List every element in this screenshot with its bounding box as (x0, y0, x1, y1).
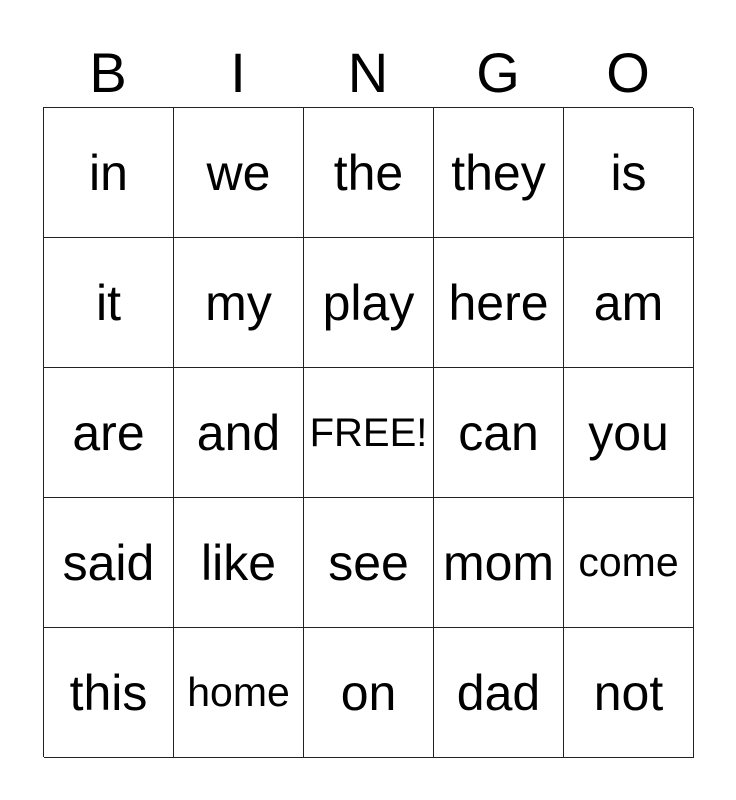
bingo-cell[interactable]: like (174, 498, 304, 628)
bingo-cell[interactable]: is (564, 108, 694, 238)
bingo-cell[interactable]: not (564, 628, 694, 758)
bingo-header (43, 38, 693, 108)
bingo-cell[interactable]: come (564, 498, 694, 628)
bingo-cell[interactable]: this (44, 628, 174, 758)
bingo-cell[interactable]: play (304, 238, 434, 368)
bingo-cell[interactable]: can (434, 368, 564, 498)
free-space-cell[interactable]: FREE! (304, 368, 434, 498)
bingo-cell[interactable]: you (564, 368, 694, 498)
bingo-board (43, 107, 693, 757)
bingo-cell[interactable]: and (174, 368, 304, 498)
bingo-cell[interactable]: on (304, 628, 434, 758)
header-letter-g: G (476, 41, 520, 104)
bingo-cell[interactable]: it (44, 238, 174, 368)
bingo-cell[interactable]: mom (434, 498, 564, 628)
bingo-cell[interactable]: said (44, 498, 174, 628)
bingo-cell[interactable]: my (174, 238, 304, 368)
bingo-cell[interactable]: dad (434, 628, 564, 758)
bingo-cell[interactable]: am (564, 238, 694, 368)
header-letter-i: I (230, 41, 246, 104)
header-letter-b: B (89, 41, 127, 104)
header-letter-n: N (347, 41, 389, 104)
bingo-cell[interactable]: see (304, 498, 434, 628)
bingo-cell[interactable]: home (174, 628, 304, 758)
bingo-cell[interactable]: they (434, 108, 564, 238)
bingo-cell[interactable]: in (44, 108, 174, 238)
header-letter-o: O (606, 41, 650, 104)
bingo-cell[interactable]: are (44, 368, 174, 498)
bingo-cell[interactable]: here (434, 238, 564, 368)
bingo-cell[interactable]: we (174, 108, 304, 238)
bingo-cell[interactable]: the (304, 108, 434, 238)
